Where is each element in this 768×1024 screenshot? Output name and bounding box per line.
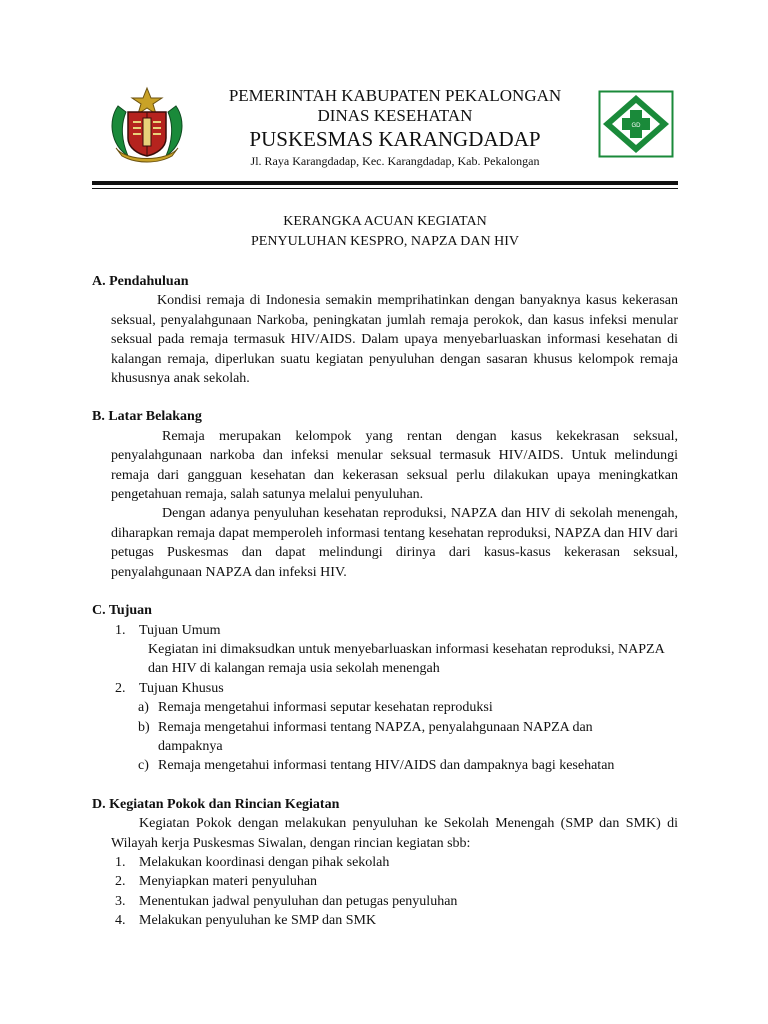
list-text: Melakukan koordinasi dengan pihak sekolah bbox=[139, 854, 390, 870]
sub-list-text: Remaja mengetahui informasi seputar kesehatan reproduksi bbox=[158, 700, 493, 716]
section-d-heading: D. Kegiatan Pokok dan Rincian Kegiatan bbox=[92, 796, 340, 812]
list-item bbox=[92, 872, 678, 891]
document-body bbox=[92, 272, 678, 931]
sub-list-text: Remaja mengetahui informasi tentang NAPZA, penyalahgunaan NAPZA dan dampaknya bbox=[158, 719, 593, 754]
puskesmas-name: PUSKESMAS KARANGDADAP bbox=[249, 127, 541, 151]
list-number: 3. bbox=[115, 893, 126, 909]
list-item bbox=[92, 892, 678, 911]
department-name: DINAS KESEHATAN bbox=[317, 106, 473, 125]
sub-list-marker: a) bbox=[138, 700, 149, 716]
puskesmas-cross-logo bbox=[598, 90, 674, 158]
list-number: 4. bbox=[115, 913, 126, 929]
govt-name: PEMERINTAH KABUPATEN PEKALONGAN bbox=[228, 86, 562, 105]
list-item bbox=[92, 911, 678, 930]
list-label: Tujuan Khusus bbox=[139, 680, 224, 696]
sub-list-marker: c) bbox=[138, 758, 149, 774]
letterhead bbox=[200, 86, 590, 169]
sub-list-item bbox=[92, 756, 678, 775]
section-b-paragraph-2: Dengan adanya penyuluhan kesehatan reproduksi, NAPZA dan HIV di sekolah menengah, diharapkan remaja dapat memperoleh informasi tentang kesehatan reproduksi, NAPZA dan HIV dari petugas Puskesmas dan dapat melindungi dirinya dari kasus-kasus kekerasan seksual, penyalahgunaan NAPZA dan infeksi HIV. bbox=[111, 506, 678, 580]
sub-list-item bbox=[92, 698, 678, 717]
list-text: Menentukan jadwal penyuluhan dan petugas penyuluhan bbox=[139, 893, 458, 909]
sub-list-item bbox=[92, 718, 648, 757]
sub-list-text: Remaja mengetahui informasi tentang HIV/AIDS dan dampaknya bagi kesehatan bbox=[158, 758, 615, 774]
document-subtitle: PENYULUHAN KESPRO, NAPZA DAN HIV bbox=[251, 234, 519, 249]
section-b-heading: B. Latar Belakang bbox=[92, 409, 202, 425]
list-item bbox=[92, 621, 678, 640]
list-label: Tujuan Umum bbox=[139, 622, 221, 638]
logo-mark-text: GD bbox=[631, 123, 641, 129]
address: Jl. Raya Karangdadap, Kec. Karangdadap, Kab. Pekalongan bbox=[250, 154, 540, 168]
document-title: KERANGKA ACUAN KEGIATAN bbox=[283, 214, 487, 229]
section-a-text: Kondisi remaja di Indonesia semakin memprihatinkan dengan banyaknya kasus kekerasan seksual, penyalahgunaan Narkoba, peningkatan jumlah remaja perokok, dan kasus infeksi menular seksual pada remaja termasuk HIV/AIDS. Dalam upaya menyebarluaskan informasi kesehatan di kalangan remaja, diperlukan suatu kegiatan penyuluhan dengan sasaran khusus kelompok remaja khususnya anak sekolah. bbox=[111, 293, 678, 387]
section-a-heading: A. Pendahuluan bbox=[92, 274, 189, 289]
list-text: Menyiapkan materi penyuluhan bbox=[139, 874, 318, 890]
list-number: 2. bbox=[115, 680, 126, 696]
list-item bbox=[92, 679, 678, 698]
section-c-heading: C. Tujuan bbox=[92, 603, 152, 619]
sub-list-marker: b) bbox=[138, 719, 150, 735]
letterhead-rule-thick bbox=[92, 181, 678, 185]
section-d-intro: Kegiatan Pokok dengan melakukan penyuluhan ke Sekolah Menengah (SMP dan SMK) di Wilayah kerja Puskesmas Siwalan, dengan rincian kegiatan sbb: bbox=[111, 816, 678, 851]
list-number: 1. bbox=[115, 622, 126, 638]
letterhead-rule-thin bbox=[92, 188, 678, 189]
tujuan-umum-text: Kegiatan ini dimaksudkan untuk menyebarluaskan informasi kesehatan reproduksi, NAPZA dan HIV di kalangan remaja usia sekolah menengah bbox=[148, 641, 664, 677]
list-text: Melakukan penyuluhan ke SMP dan SMK bbox=[139, 913, 377, 929]
list-number: 2. bbox=[115, 874, 126, 890]
regency-emblem-logo bbox=[106, 86, 188, 166]
list-item bbox=[92, 853, 678, 872]
list-number: 1. bbox=[115, 854, 126, 870]
section-b-paragraph-1: Remaja merupakan kelompok yang rentan dengan kasus kekekrasan seksual, penyalahgunaan narkoba dan infeksi menular seksual termasuk HIV/AIDS. Untuk melindungi remaja dari gangguan kesehatan dan kekerasan seksual perlu dilakukan upaya meningkatkan pengetahuan remaja, salah satunya melalui penyuluhan. bbox=[111, 428, 678, 503]
